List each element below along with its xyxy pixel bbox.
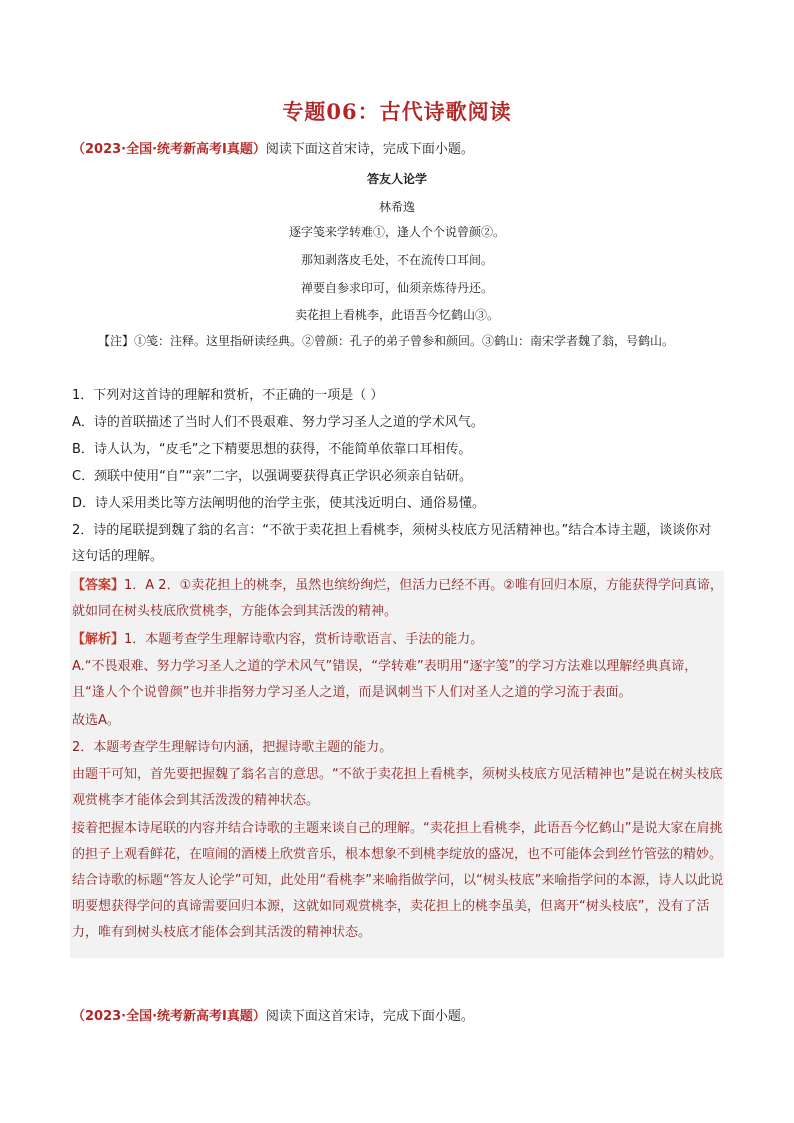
poem-line: 那知剥落皮毛处，不在流传口耳间。 [300, 253, 493, 267]
poem-title: 答友人论学 [366, 172, 427, 186]
analysis-paragraph: 2．本题考查学生理解诗句内涵，把握诗歌主题的能力。 [72, 740, 393, 755]
analysis-label: 【解析】 [72, 632, 125, 647]
question-intro-2 [72, 1007, 474, 1027]
answer-label: 【答案】 [72, 578, 125, 593]
analysis-paragraph: A.“不畏艰难、努力学习圣人之道的学术风气”错误，“学转难”表明用“逐字笺”的学习方法难以理解经典真谛，且“逢人个个说曾颜”也并非指努力学习圣人之道，而是讽刺当下人们对圣人之道的学习流于表面。 [72, 659, 698, 700]
analysis-paragraph: 故选A。 [72, 713, 120, 728]
poem-annotation: 【注】①笺：注释。这里指研读经典。②曾颜：孔子的弟子曾参和颜回。③鹤山：南宋学者魏了翁，号鹤山。 [98, 334, 675, 348]
poem-line: 卖花担上看桃李，此语吾今忆鹤山③。 [294, 308, 499, 322]
page-title: 专题06：古代诗歌阅读 [282, 99, 512, 124]
poem-author: 林希逸 [378, 200, 415, 214]
option-c: C．颈联中使用“自”“亲”二字，以强调要获得真正学识必须亲自钻研。 [72, 469, 473, 484]
analysis-paragraph: 1．本题考查学生理解诗歌内容，赏析诗歌语言、手法的能力。 [124, 632, 484, 647]
poem-line: 禅要自参求印可，仙须亲炼待丹还。 [300, 281, 493, 295]
analysis-paragraph: 接着把握本诗尾联的内容并结合诗歌的主题来谈自己的理解。“卖花担上看桃李，此语吾今忆鹤山”是说大家在肩挑的担子上观看鲜花，在喧闹的酒楼上欣赏音乐，根本想象不到桃李绽放的盛况，也不可能体会到丝竹管弦的精妙。结合诗歌的标题“答友人论学”可知，此处用“看桃李”来喻指做学问，以“树头枝底”来喻指学问的本源，诗人以此说明要想获得学问的真谛需要回归本源，这就如同观赏桃李，卖花担上的桃李虽美，但离开“树头枝底”，没有了活力，唯有到树头枝底才能体会到其活泼的精神状态。 [72, 821, 724, 940]
option-a: A．诗的首联描述了当时人们不畏艰难、努力学习圣人之道的学术风气。 [72, 415, 484, 430]
answer-text: 1．A 2．①卖花担上的桃李，虽然也缤纷绚烂，但活力已经不再。②唯有回归本原，方能获得学问真谛，就如同在树头枝底欣赏桃李，方能体会到其活泼的精神。 [72, 578, 723, 619]
question-intro-1 [72, 140, 474, 160]
question-1-stem: 1．下列对这首诗的理解和赏析，不正确的一项是（ ） [72, 388, 384, 403]
exam-source-label: （2023·全国·统考新高考Ⅰ真题） [72, 1009, 266, 1024]
option-d: D．诗人采用类比等方法阐明他的治学主张，使其浅近明白、通俗易懂。 [72, 496, 486, 511]
answer-block [72, 573, 724, 625]
question-prompt: 阅读下面这首宋诗，完成下面小题。 [265, 142, 474, 157]
option-b: B．诗人认为，“皮毛”之下精要思想的获得，不能简单依靠口耳相传。 [72, 442, 472, 457]
question-2-stem: 2．诗的尾联提到魏了翁的名言：“不欲于卖花担上看桃李，须树头枝底方见活精神也。”结合本诗主题，谈谈你对这句话的理解。 [72, 523, 712, 564]
analysis-block [72, 627, 724, 653]
question-prompt: 阅读下面这首宋诗，完成下面小题。 [265, 1009, 474, 1024]
analysis-paragraph: 由题干可知，首先要把握魏了翁名言的意思。“不欲于卖花担上看桃李，须树头枝底方见活精神也”是说在树头枝底观赏桃李才能体会到其活泼泼的精神状态。 [72, 767, 723, 808]
exam-source-label: （2023·全国·统考新高考Ⅰ真题） [72, 142, 266, 157]
poem-line: 逐字笺来学转难①，逢人个个说曾颜②。 [288, 225, 505, 239]
